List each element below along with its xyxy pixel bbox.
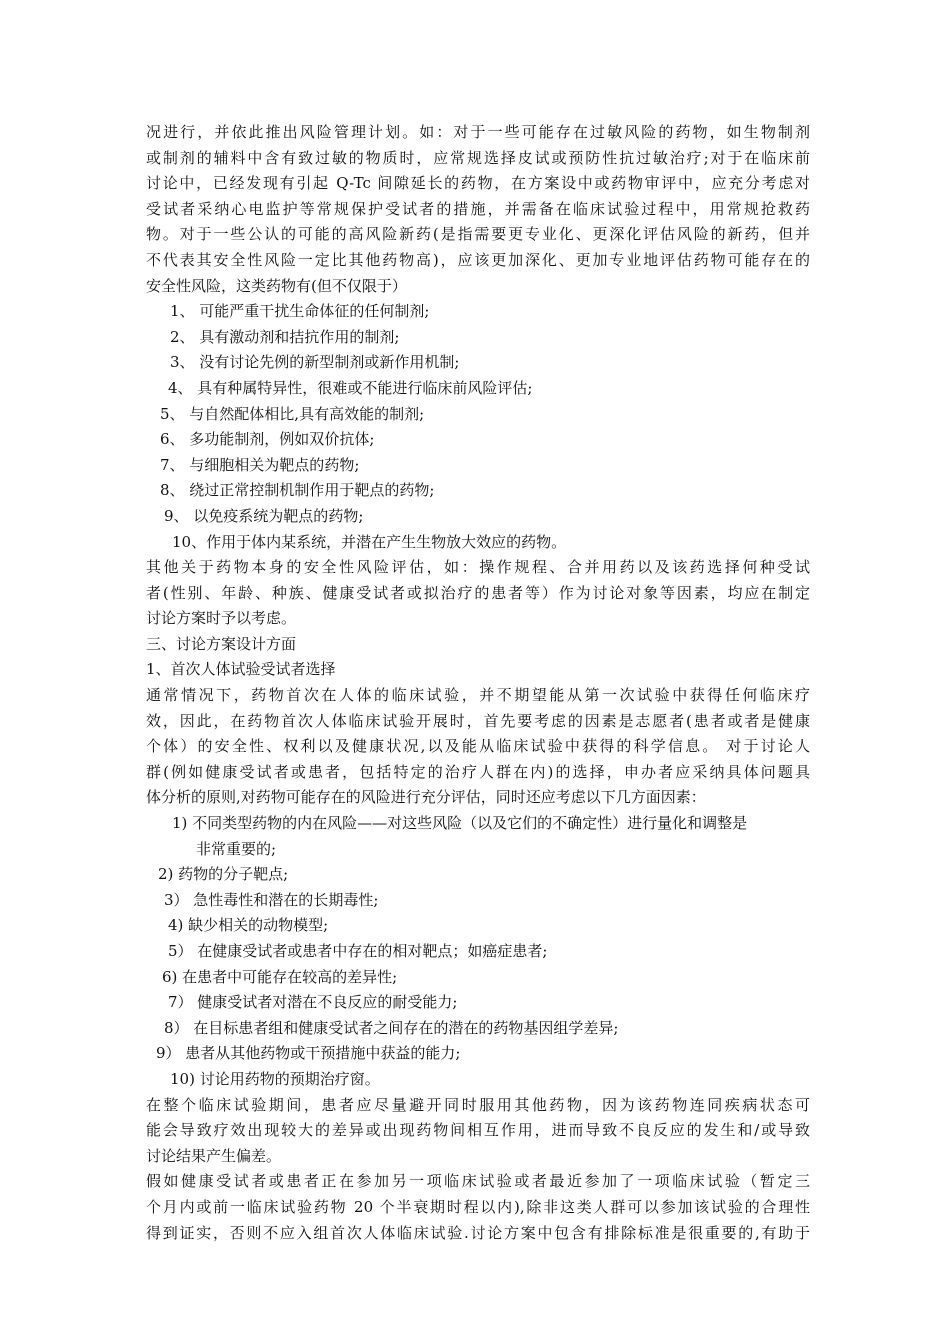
factor-list-item: 4) 缺少相关的动物模型;: [168, 916, 329, 935]
paragraph-selection-line: 体分析的原则,对药物可能存在的风险进行充分评估，同时还应考虑以下几方面因素：: [146, 788, 706, 807]
factor-list-item: 6) 在患者中可能存在较高的差异性;: [162, 967, 398, 986]
paragraph-selection-line: 群(例如健康受试者或患者，包括特定的治疗人群在内)的选择，申办者应采纳具体问题具: [146, 762, 810, 781]
factor-list-item: 8） 在目标患者组和健康受试者之间存在的潜在的药物基因组学差异;: [164, 1018, 619, 1037]
paragraph-selection-line: 效，因此，在药物首次人体临床试验开展时，首先要考虑的因素是志愿者(患者或者是健康: [146, 711, 810, 730]
risk-list-item: 3、 没有讨论先例的新型制剂或新作用机制;: [170, 353, 460, 372]
factor-list-item: 5） 在健康受试者或患者中存在的相对靶点；如癌症患者;: [168, 942, 548, 960]
factor-list-item: 3） 急性毒性和潜在的长期毒性;: [164, 890, 379, 909]
paragraph-intro-line: 或制剂的辅料中含有致过敏的物质时，应常规选择皮试或预防性抗过敏治疗;对于在临床前: [146, 148, 810, 167]
risk-list-item: 9、 以免疫系统为靶点的药物;: [164, 506, 364, 525]
factor-list-item-continuation: 非常重要的;: [196, 839, 277, 858]
risk-list-item: 10、作用于体内某系统，并潜在产生生物放大效应的药物。: [172, 532, 567, 551]
factor-list-item: 9） 患者从其他药物或干预措施中获益的能力;: [156, 1044, 461, 1063]
paragraph-concomitant-line: 讨论结果产生偏差。: [146, 1146, 282, 1165]
subsection-heading: 1、首次人体试验受试者选择: [146, 660, 336, 679]
paragraph-selection-line: 通常情况下，药物首次在人体的临床试验，并不期望能从第一次试验中获得任何临床疗: [146, 686, 810, 705]
risk-list-item: 1、 可能严重干扰生命体征的任何制剂;: [170, 302, 430, 321]
paragraph-intro-line: 不代表其安全性风险一定比其他药物高)，应该更加深化、更加专业地评估药物可能存在的: [146, 250, 810, 269]
paragraph-intro-line: 物。对于一些公认的可能的高风险新药(是指需要更专业化、更深化评估风险的新药，但并: [146, 225, 810, 244]
document-body: [146, 120, 810, 1246]
paragraph-concomitant-line: 能会导致疗效出现较大的差异或出现药物间相互作用，进而导致不良反应的发生和/或导致: [146, 1121, 810, 1140]
paragraph-concomitant-line: 在整个临床试验期间，患者应尽量避开同时服用其他药物，因为该药物连同疾病状态可: [146, 1095, 810, 1114]
risk-list-item: 7、 与细胞相关为靶点的药物;: [160, 455, 360, 474]
risk-list-item: 4、 具有种属特异性，很难或不能进行临床前风险评估;: [168, 378, 533, 397]
paragraph-exclusion-line: 个月内或前一临床试验药物 20 个半衰期时程以内),除非这类人群可以参加该试验的合理性: [146, 1197, 810, 1216]
paragraph-exclusion-line: 假如健康受试者或患者正在参加另一项临床试验或者最近参加了一项临床试验（暂定三: [146, 1172, 810, 1191]
paragraph-other-line: 其他关于药物本身的安全性风险评估，如：操作规程、合并用药以及该药选择何种受试: [146, 558, 810, 577]
paragraph-intro-line: 讨论中，已经发现有引起 Q-Tc 间隙延长的药物，在方案设中或药物审评中，应充分考虑对: [146, 174, 810, 193]
risk-list-item: 5、 与自然配体相比,具有高效能的制剂;: [160, 404, 425, 423]
risk-list-item: 6、 多功能制剂，例如双价抗体;: [160, 430, 375, 449]
paragraph-selection-line: 个体）的安全性、权利以及健康状况,以及能从临床试验中获得的科学信息。 对于讨论人: [146, 737, 810, 756]
paragraph-intro-line: 安全性风险，这类药物有(但不仅限于）: [146, 276, 407, 295]
section-heading: 三、讨论方案设计方面: [146, 634, 297, 653]
paragraph-other-line: 讨论方案时予以考虑。: [146, 609, 297, 628]
paragraph-intro-line: 况进行，并依此推出风险管理计划。如：对于一些可能存在过敏风险的药物，如生物制剂: [146, 123, 810, 141]
paragraph-other-line: 者(性别、年龄、种族、健康受试者或拟治疗的患者等）作为讨论对象等因素，均应在制定: [146, 583, 810, 602]
factor-list-item: 2) 药物的分子靶点;: [158, 865, 289, 884]
paragraph-intro-line: 受试者采纳心电监护等常规保护受试者的措施，并需备在临床试验过程中，用常规抢救药: [146, 199, 810, 218]
factor-list-item: 7） 健康受试者对潜在不良反应的耐受能力;: [168, 993, 458, 1012]
factor-list-item: 10) 讨论用药物的预期治疗窗。: [170, 1069, 380, 1088]
risk-list-item: 2、 具有激动剂和拮抗作用的制剂;: [170, 327, 400, 346]
risk-list-item: 8、 绕过正常控制机制作用于靶点的药物;: [160, 481, 435, 500]
factor-list-item: 1) 不同类型药物的内在风险——对这些风险（以及它们的不确定性）进行量化和调整是: [172, 814, 748, 833]
paragraph-exclusion-line: 得到证实，否则不应入组首次人体临床试验.讨论方案中包含有排除标准是很重要的,有助于: [146, 1223, 810, 1242]
